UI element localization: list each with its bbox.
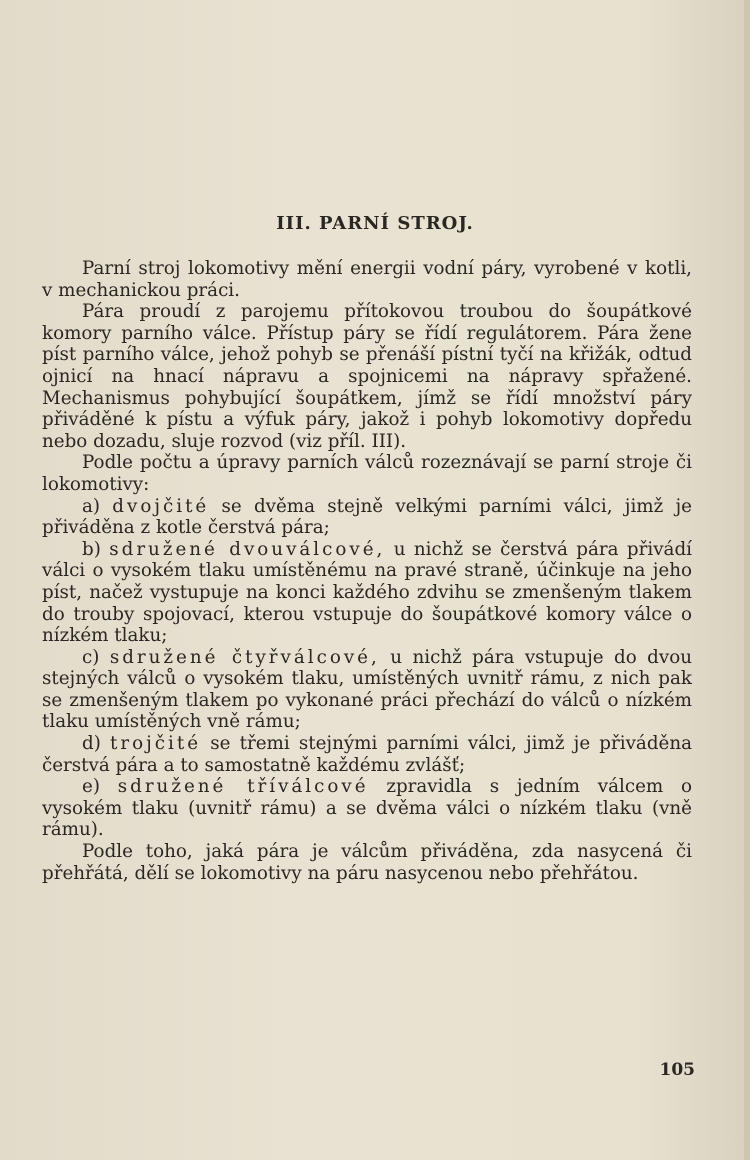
list-item-d xyxy=(42,733,692,776)
list-item-a xyxy=(42,496,692,539)
list-item-c xyxy=(42,647,692,733)
item-term: trojčité xyxy=(110,733,202,755)
item-text: zpravidla s jedním válcem o vysokém tlaku (uvnitř rámu) a se dvěma válci o nízkém tlaku (vně rámu). xyxy=(42,776,693,841)
item-term: sdružené čtyřválcové, xyxy=(109,646,380,668)
item-text: u nichž se čerstvá pára přivádí válci o vysokém tlaku umístěnému na pravé straně, účinkuje na jeho píst, načež vystupuje na konci každého zdvihu se zmenšeným tlakem do trouby spojovací, kterou vstupuje do šoupátkové komory válce o nízkém tlaku; xyxy=(42,538,692,647)
list-item-e xyxy=(42,776,692,841)
paragraph-steam-flow: Pára proudí z parojemu přítokovou troubou do šoupátkové komory parního válce. Přístup páry se řídí regulátorem. Pára žene píst parního válce, jehož pohyb se přenáší pístní tyčí na křižák, odtud ojnicí na hnací nápravu a spojnicemi na nápravy spřažené. Mechanismus pohybující šoupátkem, jímž se řídí množství páry přiváděné k pístu a výfuk páry, jakož i pohyb lokomotivy dopředu nebo dozadu, sluje rozvod (viz příl. III). xyxy=(42,301,692,452)
item-term: sdružené dvouválcové, xyxy=(109,538,386,560)
item-text: se třemi stejnými parními válci, jimž je přiváděna čerstvá pára a to samostatně každému zvlášť; xyxy=(42,733,693,776)
page-edge xyxy=(744,0,750,1160)
item-label: b) xyxy=(82,538,101,560)
paragraph-steam-type: Podle toho, jaká pára je válcům přiváděna, zda nasycená či přehřátá, dělí se lokomotivy na páru nasycenou nebo přehřátou. xyxy=(42,841,692,884)
paragraph-intro: Parní stroj lokomotivy mění energii vodní páry, vyrobené v kotli, v mechanickou práci. xyxy=(42,258,692,301)
item-text: u nichž pára vstupuje do dvou stejných válců o vysokém tlaku, umístěných uvnitř rámu, z nich pak se zmenšeným tlakem po vykonané práci přechází do válců o nízkém tlaku umístěných vně rámu; xyxy=(42,646,692,733)
paragraph-classification: Podle počtu a úpravy parních válců rozeznávají se parní stroje či lokomotivy: xyxy=(42,452,692,495)
item-label: e) xyxy=(82,776,100,798)
item-term: sdružené tříválcové xyxy=(117,776,369,798)
page-number: 105 xyxy=(659,1060,695,1080)
body-text xyxy=(42,258,692,884)
item-term: dvojčité xyxy=(112,495,210,517)
item-text: se dvěma stejně velkými parními válci, jimž je přiváděna z kotle čerstvá pára; xyxy=(42,495,692,539)
item-label: a) xyxy=(82,495,101,517)
item-label: c) xyxy=(82,646,100,668)
list-item-b xyxy=(42,539,692,647)
item-label: d) xyxy=(82,733,101,755)
chapter-heading: III. PARNÍ STROJ. xyxy=(276,213,474,234)
